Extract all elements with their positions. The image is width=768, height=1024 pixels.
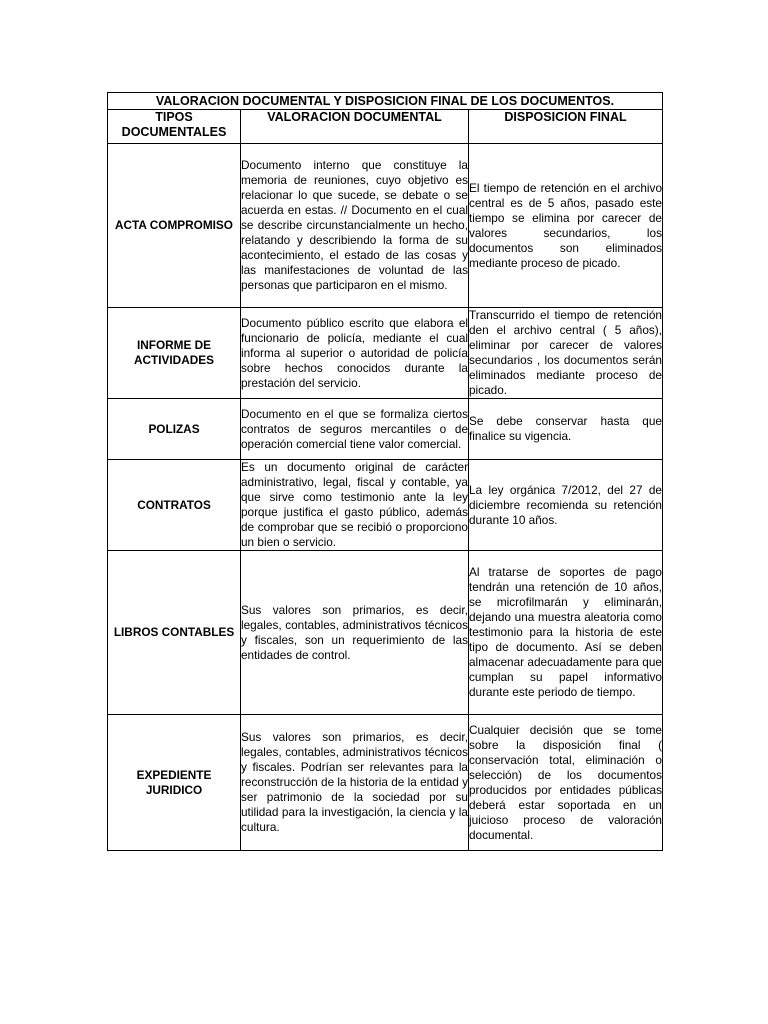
header-row xyxy=(108,110,663,144)
tipo-cell: EXPEDIENTE JURIDICO xyxy=(108,715,241,851)
table-row xyxy=(108,399,663,460)
disposicion-cell: Al tratarse de soportes de pago tendrán una retención de 10 años, se microfilmarán y eliminarán, dejando una muestra aleatoria como testimonio para la historia de este tipo de documento. Así se deben almacenar adecuadamente para que cumplan su papel informativo durante este periodo de tiempo. xyxy=(469,551,663,715)
table-row xyxy=(108,715,663,851)
title-row xyxy=(108,93,663,110)
valoracion-cell: Sus valores son primarios, es decir, legales, contables, administrativos técnicos y fiscales. Podrían ser relevantes para la reconstrucción de la historia de la entidad y ser patrimonio de la sociedad por su utilidad para la investigación, la ciencia y la cultura. xyxy=(241,715,469,851)
table-row xyxy=(108,308,663,399)
tipo-cell: LIBROS CONTABLES xyxy=(108,551,241,715)
tipo-cell: POLIZAS xyxy=(108,399,241,460)
table-row xyxy=(108,144,663,308)
disposicion-cell: Se debe conservar hasta que finalice su vigencia. xyxy=(469,399,663,460)
valoracion-cell: Documento público escrito que elabora el funcionario de policía, mediante el cual informa al superior o autoridad de policía sobre hechos conocidos durante la prestación del servicio. xyxy=(241,308,469,399)
disposicion-cell: La ley orgánica 7/2012, del 27 de diciembre recomienda su retención durante 10 años. xyxy=(469,460,663,551)
header-disposicion: DISPOSICION FINAL xyxy=(469,110,663,144)
table-row xyxy=(108,551,663,715)
valoracion-cell: Documento interno que constituye la memoria de reuniones, cuyo objetivo es relacionar lo que sucede, se debate o se acuerda en estas. // Documento en el cual se describe circunstancialmente un hecho, relatando y describiendo la forma de su acontecimiento, el estado de las cosas y las manifestaciones de voluntad de las personas que participaron en el mismo. xyxy=(241,144,469,308)
valoracion-cell: Es un documento original de carácter administrativo, legal, fiscal y contable, ya que sirve como testimonio ante la ley porque justifica el gasto público, además de comprobar que se recibió o proporciono un bien o servicio. xyxy=(241,460,468,549)
table-title: VALORACION DOCUMENTAL Y DISPOSICION FINAL DE LOS DOCUMENTOS. xyxy=(108,93,663,110)
disposicion-cell: Cualquier decisión que se tome sobre la disposición final ( conservación total, eliminación o selección) de los documentos producidos por entidades públicas deberá estar soportada en un juicioso proceso de valoración documental. xyxy=(469,715,663,851)
valoracion-cell: Documento en el que se formaliza ciertos contratos de seguros mercantiles o de operación comercial tiene valor comercial. xyxy=(241,399,469,460)
tipo-cell: ACTA COMPROMISO xyxy=(108,144,241,308)
header-valoracion: VALORACION DOCUMENTAL xyxy=(241,110,469,144)
header-tipos: TIPOS DOCUMENTALES xyxy=(108,110,241,144)
tipo-cell: CONTRATOS xyxy=(108,460,241,551)
disposicion-cell: Transcurrido el tiempo de retención den el archivo central ( 5 años), eliminar por carecer de valores secundarios , los documentos serán eliminados mediante proceso de picado. xyxy=(469,308,662,397)
valoracion-cell: Sus valores son primarios, es decir, legales, contables, administrativos técnicos y fiscales, son un requerimiento de las entidades de control. xyxy=(241,551,469,715)
valoracion-table xyxy=(107,92,663,851)
disposicion-cell: El tiempo de retención en el archivo central es de 5 años, pasado este tiempo se elimina por carecer de valores secundarios, los documentos son eliminados mediante proceso de picado. xyxy=(469,144,663,308)
table-row xyxy=(108,460,663,551)
tipo-cell: INFORME DE ACTIVIDADES xyxy=(108,308,241,399)
